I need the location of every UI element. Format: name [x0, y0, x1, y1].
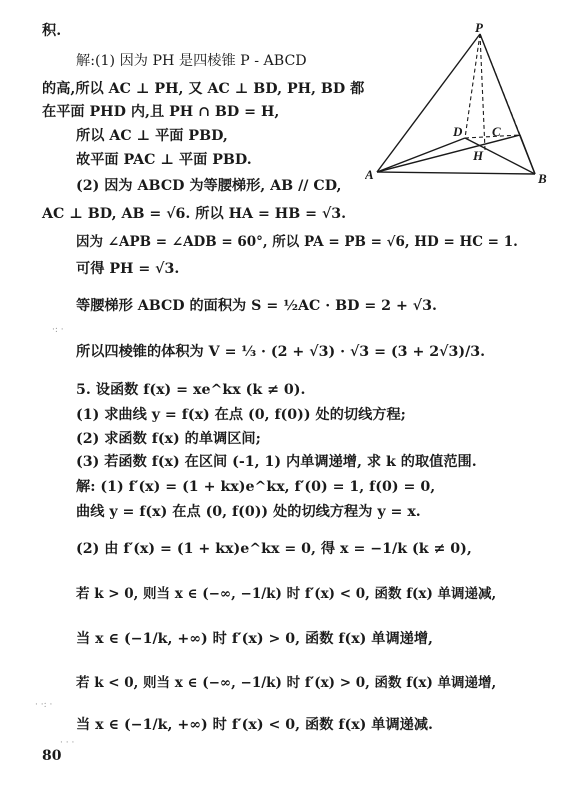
text-line-10: 可得 PH = √3. — [76, 261, 180, 277]
text-line-4: 在平面 PHD 内,且 PH ∩ BD = H, — [42, 104, 280, 120]
text-line-21: 当 x ∈ (−1/k, +∞) 时 f′(x) > 0, 函数 f(x) 单调递增, — [76, 631, 433, 647]
label-D: D — [453, 124, 463, 139]
text-line-22: 若 k < 0, 则当 x ∈ (−∞, −1/k) 时 f′(x) > 0, 函数 f(x) 单调递增, — [76, 675, 497, 691]
label-P: P — [475, 20, 483, 35]
text-line-18: 曲线 y = f(x) 在点 (0, f(0)) 处的切线方程为 y = x. — [76, 504, 421, 520]
edge-PD — [465, 34, 480, 138]
label-A: A — [365, 167, 374, 182]
edge-PA — [377, 34, 480, 172]
text-line-17: 解: (1) f′(x) = (1 + kx)e^kx, f′(0) = 1, f(0) = 0, — [76, 479, 436, 495]
text-line-9: 因为 ∠APB = ∠ADB = 60°, 所以 PA = PB = √6, HD = HC = 1. — [76, 234, 518, 250]
scan-speck: · · · — [60, 738, 75, 748]
pyramid-figure — [365, 20, 555, 195]
text-line-16: (3) 若函数 f(x) 在区间 (-1, 1) 内单调递增, 求 k 的取值范围. — [76, 454, 477, 470]
scan-speck: ·: · — [52, 325, 64, 335]
label-H: H — [473, 148, 484, 163]
page-number: 80 — [42, 748, 62, 764]
text-line-20: 若 k > 0, 则当 x ∈ (−∞, −1/k) 时 f′(x) < 0, 函数 f(x) 单调递减, — [76, 586, 497, 602]
text-line-5: 所以 AC ⊥ 平面 PBD, — [76, 128, 228, 144]
scan-speck: · ·: · — [35, 700, 53, 710]
text-line-1: 积. — [42, 23, 62, 39]
edge-AB — [377, 172, 535, 174]
text-line-23: 当 x ∈ (−1/k, +∞) 时 f′(x) < 0, 函数 f(x) 单调递减. — [76, 717, 433, 733]
edge-PH — [480, 34, 485, 150]
text-line-14: (1) 求曲线 y = f(x) 在点 (0, f(0)) 处的切线方程; — [76, 407, 406, 423]
text-line-8: AC ⊥ BD, AB = √6. 所以 HA = HB = √3. — [42, 206, 347, 222]
text-line-13: 5. 设函数 f(x) = xe^kx (k ≠ 0). — [76, 382, 306, 398]
text-line-6: 故平面 PAC ⊥ 平面 PBD. — [76, 152, 252, 168]
text-line-15: (2) 求函数 f(x) 的单调区间; — [76, 431, 261, 447]
text-line-7: (2) 因为 ABCD 为等腰梯形, AB // CD, — [76, 178, 342, 194]
edge-AC — [377, 135, 520, 172]
label-C: C — [492, 124, 501, 139]
text-line-19: (2) 由 f′(x) = (1 + kx)e^kx = 0, 得 x = −1/k (k ≠ 0), — [76, 541, 472, 557]
text-line-3: 的高,所以 AC ⊥ PH, 又 AC ⊥ BD, PH, BD 都 — [42, 81, 365, 97]
label-B: B — [538, 171, 547, 186]
text-line-2: 解:(1) 因为 PH 是四棱锥 P - ABCD — [76, 53, 307, 69]
text-line-11: 等腰梯形 ABCD 的面积为 S = ½AC · BD = 2 + √3. — [76, 298, 437, 314]
text-line-12: 所以四棱锥的体积为 V = ⅓ · (2 + √3) · √3 = (3 + 2√3)/3. — [76, 344, 486, 360]
